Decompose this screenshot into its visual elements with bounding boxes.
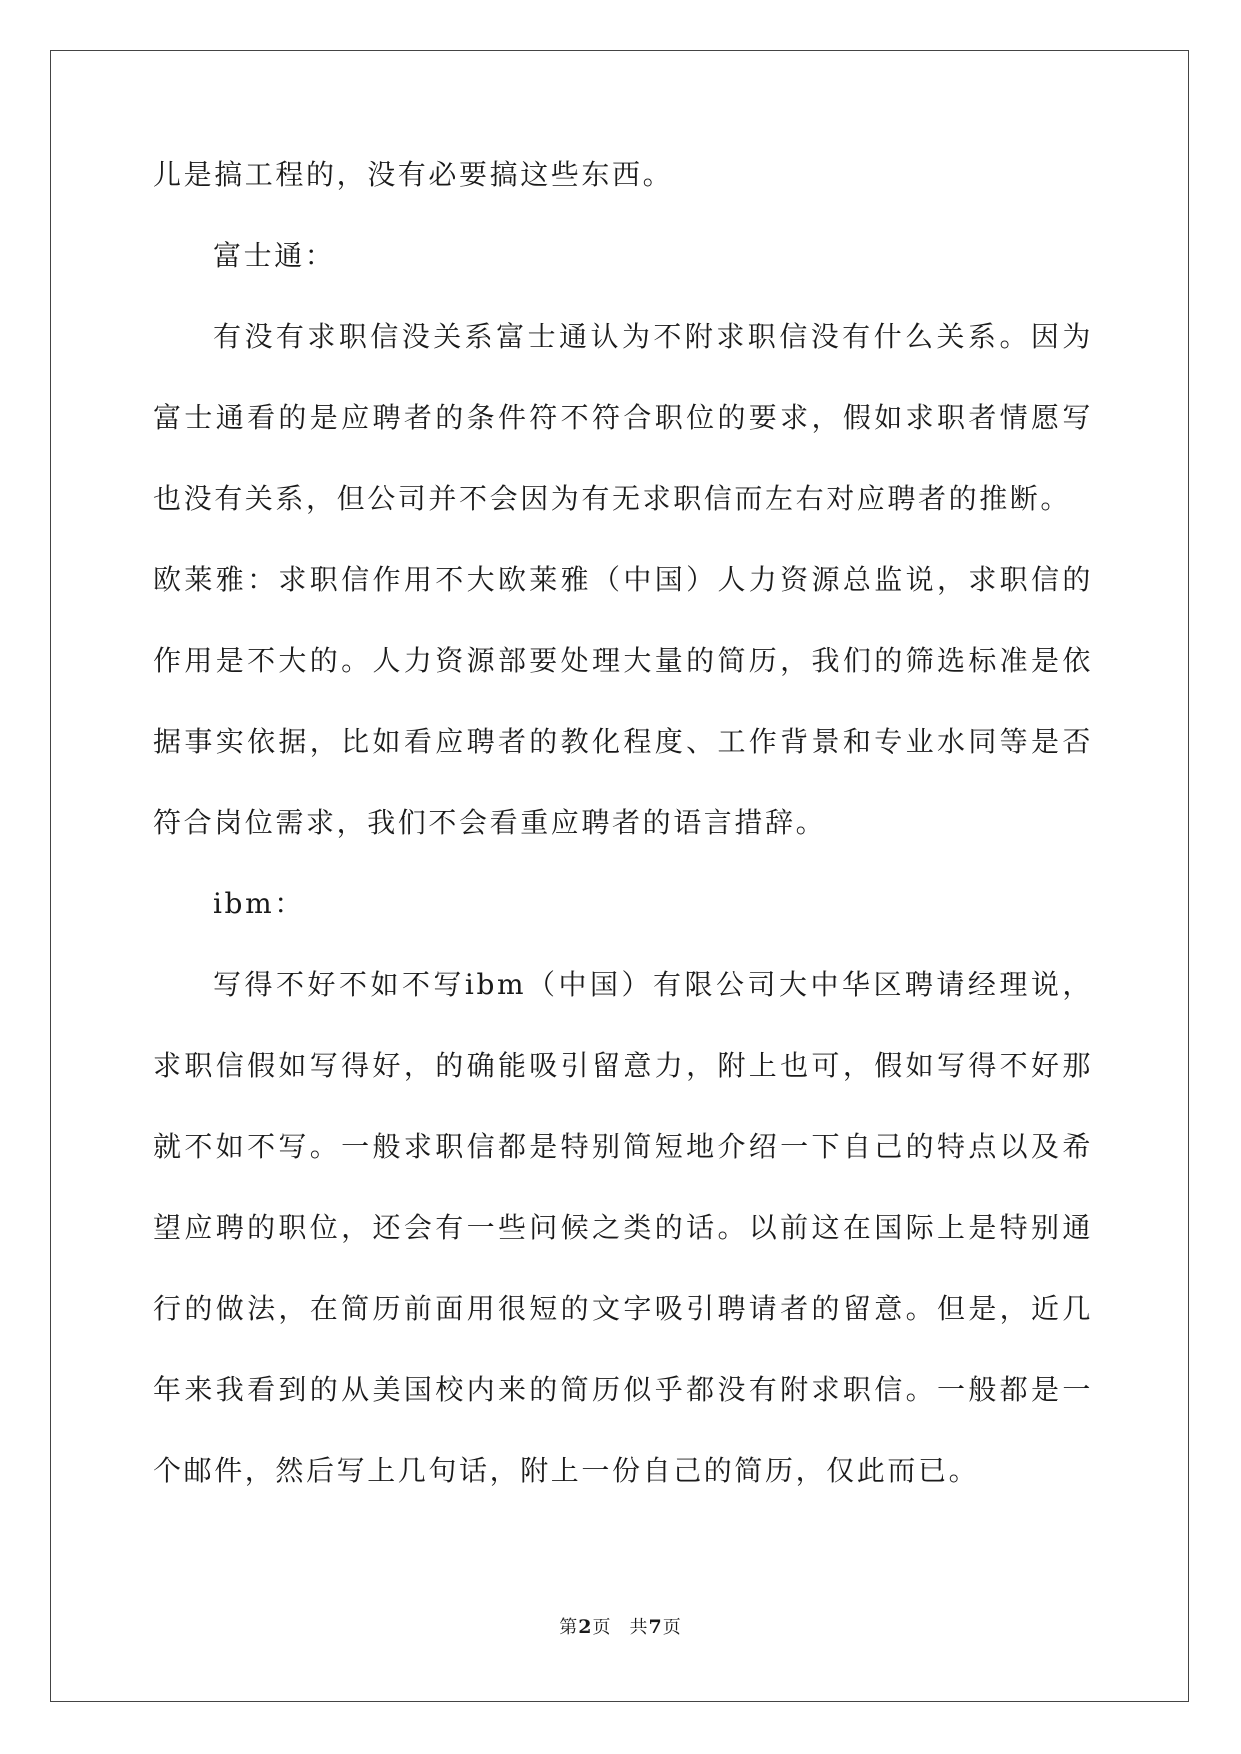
paragraph: 儿是搞工程的，没有必要搞这些东西。	[153, 158, 674, 191]
page-footer	[0, 1613, 1241, 1639]
paragraph: 有没有求职信没关系富士通认为不附求职信没有什么关系。因为富士通看的是应聘者的条件符不符合职位的要求，假如求职者情愿写也没有关系，但公司并不会因为有无求职信而左右对应聘者的推断。	[153, 320, 1093, 515]
document-body	[153, 158, 1093, 1539]
page-number: 2	[578, 1616, 593, 1638]
paragraph: 欧莱雅：求职信作用不大欧莱雅（中国）人力资源总监说，求职信的作用是不大的。人力资源部要处理大量的简历，我们的筛选标准是依据事实依据，比如看应聘者的教化程度、工作背景和专业水同等是否符合岗位需求，我们不会看重应聘者的语言措辞。	[153, 563, 1093, 839]
total-prefix: 共	[629, 1617, 649, 1638]
section-heading-fujitsu: 富士通：	[213, 239, 336, 272]
total-suffix: 页	[662, 1617, 682, 1638]
section-heading-ibm: ibm：	[213, 887, 305, 920]
page-suffix: 页	[592, 1617, 612, 1638]
paragraph: 写得不好不如不写ibm（中国）有限公司大中华区聘请经理说，求职信假如写得好，的确能吸引留意力，附上也可，假如写得不好那就不如不写。一般求职信都是特别简短地介绍一下自己的特点以及希望应聘的职位，还会有一些问候之类的话。以前这在国际上是特别通行的做法，在简历前面用很短的文字吸引聘请者的留意。但是，近几年来我看到的从美国校内来的简历似乎都没有附求职信。一般都是一个邮件，然后写上几句话，附上一份自己的简历，仅此而已。	[153, 968, 1093, 1487]
page-prefix: 第	[559, 1617, 579, 1638]
total-pages: 7	[648, 1616, 663, 1638]
